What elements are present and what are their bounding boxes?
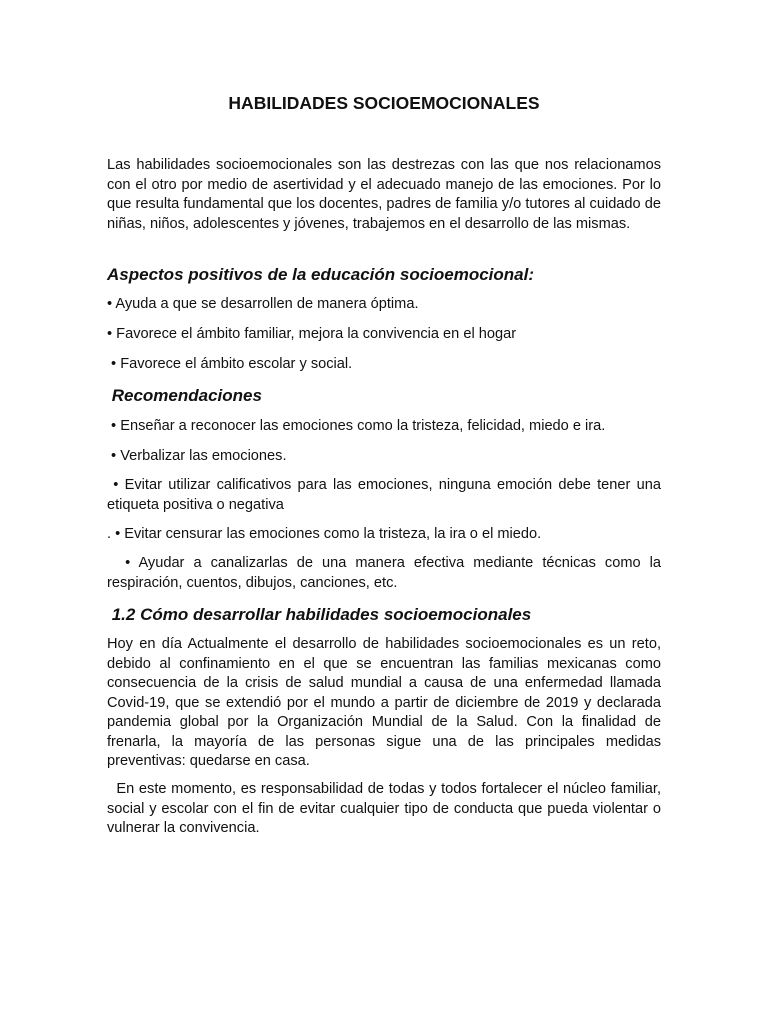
positives-heading: Aspectos positivos de la educación socioemocional: <box>107 265 535 284</box>
section-1-2-paragraph-1: Hoy en día Actualmente el desarrollo de habilidades socioemocionales es un reto, debido al confinamiento en el que se encuentran las familias mexicanas como consecuencia de la crisis de salud mundial a causa de una enfermedad llamada Covid-19, que se extendió por el mundo a partir de diciembre de 2019 y declarada pandemia global por la Organización Mundial de la Salud. Con la finalidad de frenarla, la mayoría de las personas sigue una de las principales medidas preventivas: quedarse en casa. <box>107 636 661 769</box>
positive-item-2: • Favorece el ámbito familiar, mejora la convivencia en el hogar <box>107 326 517 342</box>
recommendation-item-2: • Verbalizar las emociones. <box>107 448 287 464</box>
positive-item-1: • Ayuda a que se desarrollen de manera óptima. <box>107 296 419 312</box>
positive-item-3: • Favorece el ámbito escolar y social. <box>107 356 353 372</box>
recommendation-item-5: • Ayudar a canalizarlas de una manera efectiva mediante técnicas como la respiración, cuentos, dibujos, canciones, etc. <box>107 555 666 591</box>
intro-paragraph: Las habilidades socioemocionales son las destrezas con las que nos relacionamos con el otro por medio de asertividad y el adecuado manejo de las emociones. Por lo que resulta fundamental que los docentes, padres de familia y/o tutores al cuidado de niñas, niños, adolescentes y jóvenes, trabajemos en el desarrollo de las mismas. <box>107 157 661 232</box>
recommendation-item-3: • Evitar utilizar calificativos para las emociones, ninguna emoción debe tener una etiqueta positiva o negativa <box>107 477 666 513</box>
recommendations-heading: Recomendaciones <box>107 386 262 405</box>
section-1-2-heading: 1.2 Cómo desarrollar habilidades socioemocionales <box>107 605 532 624</box>
recommendation-item-4: . • Evitar censurar las emociones como la tristeza, la ira o el miedo. <box>107 526 542 542</box>
recommendation-item-1: • Enseñar a reconocer las emociones como la tristeza, felicidad, miedo e ira. <box>107 418 606 434</box>
page-title: HABILIDADES SOCIOEMOCIONALES <box>228 93 540 113</box>
section-1-2-paragraph-2: En este momento, es responsabilidad de todas y todos fortalecer el núcleo familiar, social y escolar con el fin de evitar cualquier tipo de conducta que pueda violentar o vulnerar la convivencia. <box>107 781 666 836</box>
